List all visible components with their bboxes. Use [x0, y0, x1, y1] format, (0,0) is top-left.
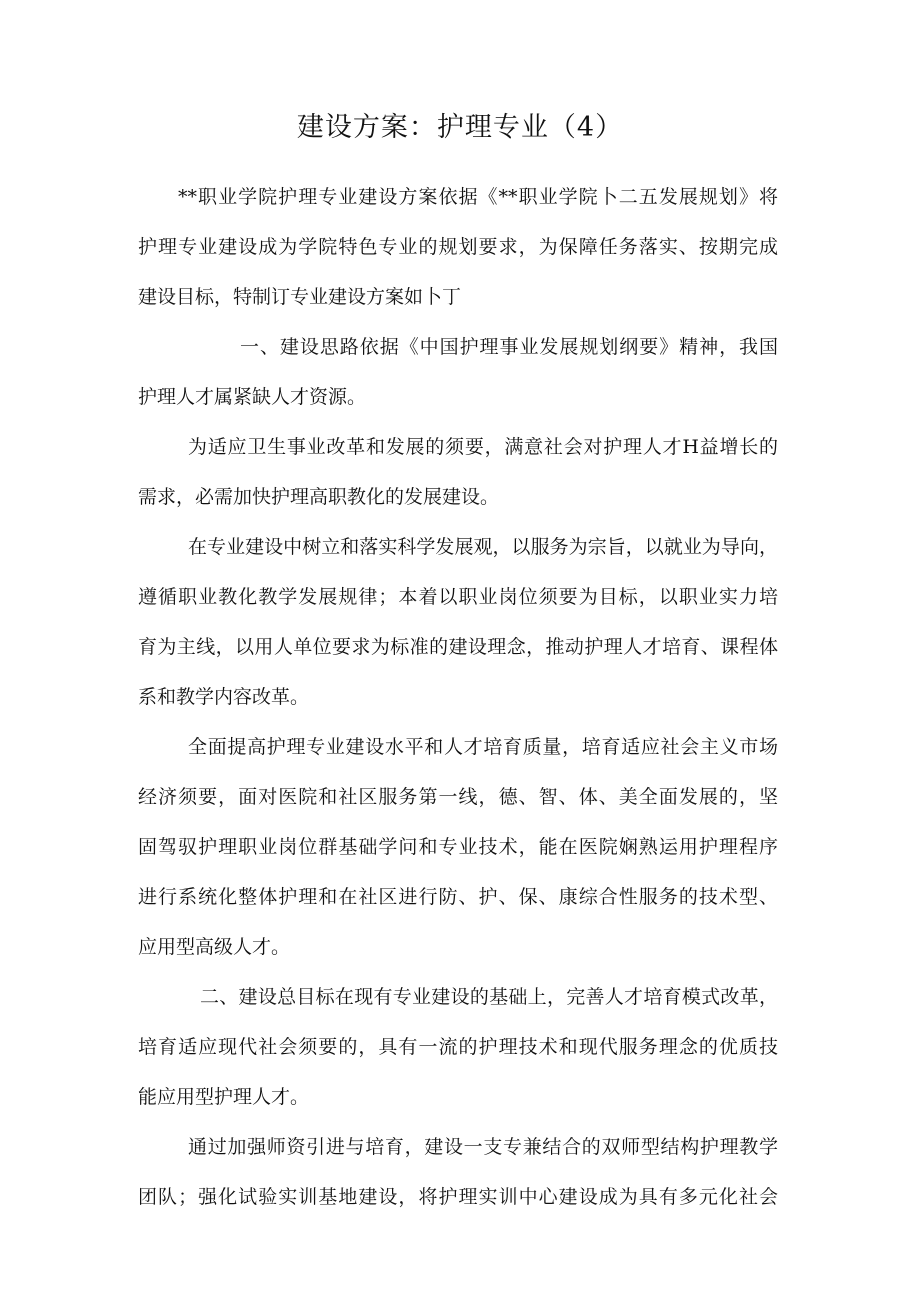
text-line: 二、建设总目标在现有专业建设的基础上，完善人才培育模式改革，: [200, 986, 778, 1008]
text-line: 系和教学内容改革。: [138, 686, 310, 708]
text-line: 固驾驭护理职业岗位群基础学问和专业技术，能在医院娴熟运用护理程序: [138, 836, 778, 858]
text-line: 进行系统化整体护理和在社区进行防、护、保、康综合性服务的技术型、: [138, 886, 778, 908]
text-line: 在专业建设中树立和落实科学发展观，以服务为宗旨，以就业为导向，: [188, 536, 778, 558]
text-line: 培育适应现代社会须要的，具有一流的护理技术和现代服务理念的优质技: [138, 1036, 778, 1058]
text-line: 需求，必需加快护理高职教化的发展建设。: [138, 486, 500, 508]
text-line: 护理人才属紧缺人才资源。: [138, 386, 367, 408]
text-line: **职业学院护理专业建设方案依据《**职业学院卜二五发展规划》将: [178, 186, 778, 208]
document-title: 建设方案：护理专业（4）: [296, 112, 624, 143]
text-line: 护理专业建设成为学院特色专业的规划要求，为保障任务落实、按期完成: [138, 236, 778, 258]
text-line: 育为主线，以用人单位要求为标准的建设理念，推动护理人才培育、课程体: [138, 636, 778, 658]
text-line: 遵循职业教化教学发展规律；本着以职业岗位须要为目标，以职业实力培: [138, 586, 778, 608]
text-line: 能应用型护理人才。: [138, 1086, 310, 1108]
text-line: 建设目标，特制订专业建设方案如卜丁: [138, 286, 462, 308]
text-line: 一、建设思路依据《中国护理事业发展规划纲要》精神，我国: [240, 336, 778, 358]
text-line: 为适应卫生事业改革和发展的须要，满意社会对护理人才H益增长的: [188, 436, 778, 458]
text-line: 全面提高护理专业建设水平和人才培育质量，培育适应社会主义市场: [188, 736, 778, 758]
text-line: 经济须要，面对医院和社区服务第一线，德、智、体、美全面发展的，坚: [138, 786, 778, 808]
text-line: 应用型高级人才。: [138, 936, 291, 958]
text-line: 团队；强化试验实训基地建设，将护理实训中心建设成为具有多元化社会: [138, 1186, 778, 1208]
text-line: 通过加强师资引进与培育，建设一支专兼结合的双师型结构护理教学: [188, 1136, 778, 1158]
